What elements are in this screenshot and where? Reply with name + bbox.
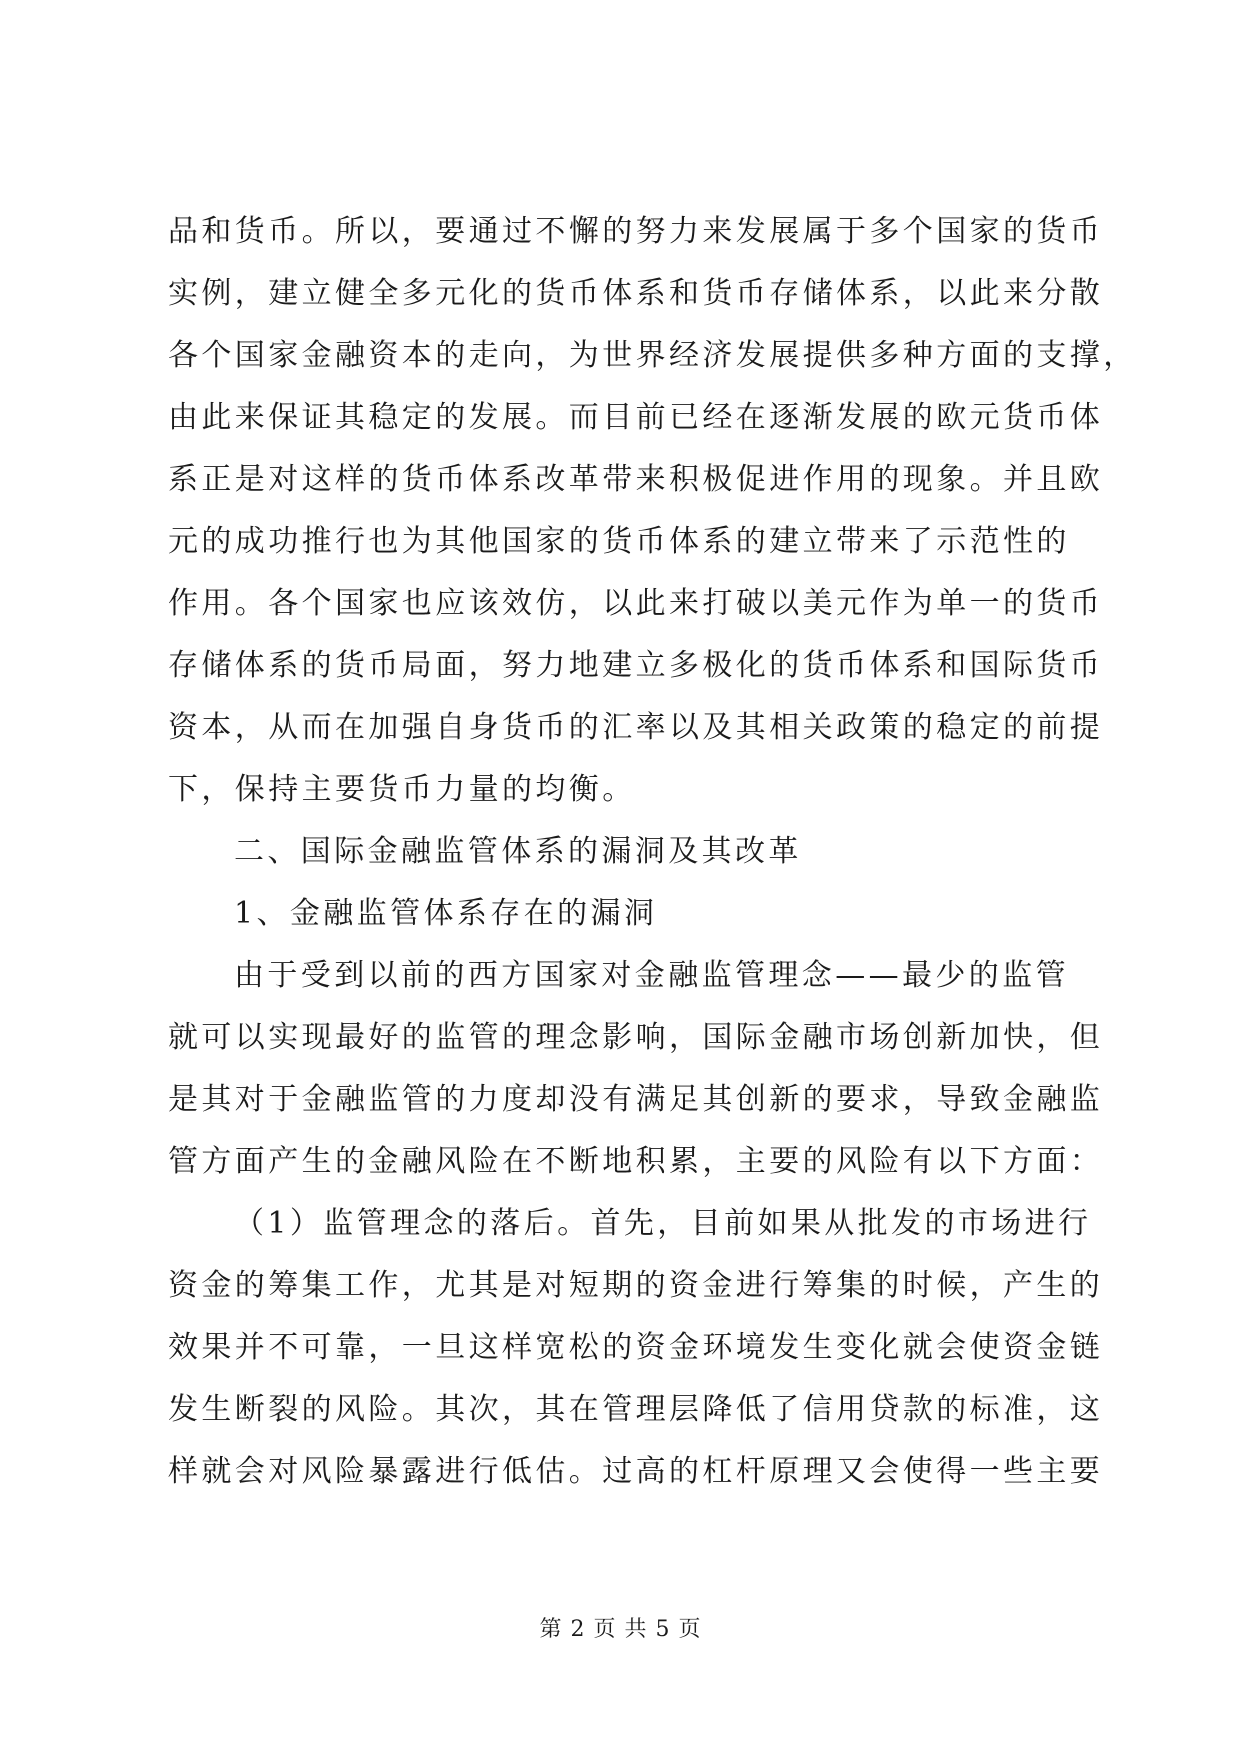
paragraph-line: 下，保持主要货币力量的均衡。: [168, 772, 636, 807]
paragraph-line: 发生断裂的风险。其次，其在管理层降低了信用贷款的标准，这: [168, 1392, 1104, 1427]
paragraph-line: 品和货币。所以，要通过不懈的努力来发展属于多个国家的货币: [168, 214, 1104, 249]
paragraph-line: （1）监管理念的落后。首先，目前如果从批发的市场进行: [234, 1206, 1092, 1241]
paragraph-line: 系正是对这样的货币体系改革带来积极促进作用的现象。并且欧: [168, 462, 1104, 497]
paragraph-line: 资金的筹集工作，尤其是对短期的资金进行筹集的时候，产生的: [168, 1268, 1104, 1303]
paragraph-line: 存储体系的货币局面，努力地建立多极化的货币体系和国际货币: [168, 648, 1104, 683]
paragraph-line: 是其对于金融监管的力度却没有满足其创新的要求，导致金融监: [168, 1082, 1104, 1117]
paragraph-line: 由此来保证其稳定的发展。而目前已经在逐渐发展的欧元货币体: [168, 400, 1104, 435]
paragraph-line: 实例，建立健全多元化的货币体系和货币存储体系，以此来分散: [168, 276, 1104, 311]
paragraph-line: 由于受到以前的西方国家对金融监管理念——最少的监管: [234, 958, 1069, 993]
subsection-heading: 1、金融监管体系存在的漏洞: [234, 896, 658, 931]
paragraph-line: 效果并不可靠，一旦这样宽松的资金环境发生变化就会使资金链: [168, 1330, 1104, 1365]
paragraph-line: 元的成功推行也为其他国家的货币体系的建立带来了示范性的: [168, 524, 1070, 559]
paragraph-line: 各个国家金融资本的走向，为世界经济发展提供多种方面的支撑，: [168, 338, 1137, 373]
paragraph-line: 管方面产生的金融风险在不断地积累，主要的风险有以下方面：: [168, 1144, 1104, 1179]
section-heading: 二、国际金融监管体系的漏洞及其改革: [234, 834, 802, 869]
paragraph-line: 样就会对风险暴露进行低估。过高的杠杆原理又会使得一些主要: [168, 1454, 1104, 1489]
page-footer: 第 2 页 共 5 页: [539, 1617, 702, 1642]
paragraph-line: 作用。各个国家也应该效仿，以此来打破以美元作为单一的货币: [168, 586, 1104, 621]
paragraph-line: 就可以实现最好的监管的理念影响，国际金融市场创新加快，但: [168, 1020, 1104, 1055]
paragraph-line: 资本，从而在加强自身货币的汇率以及其相关政策的稳定的前提: [168, 710, 1104, 745]
